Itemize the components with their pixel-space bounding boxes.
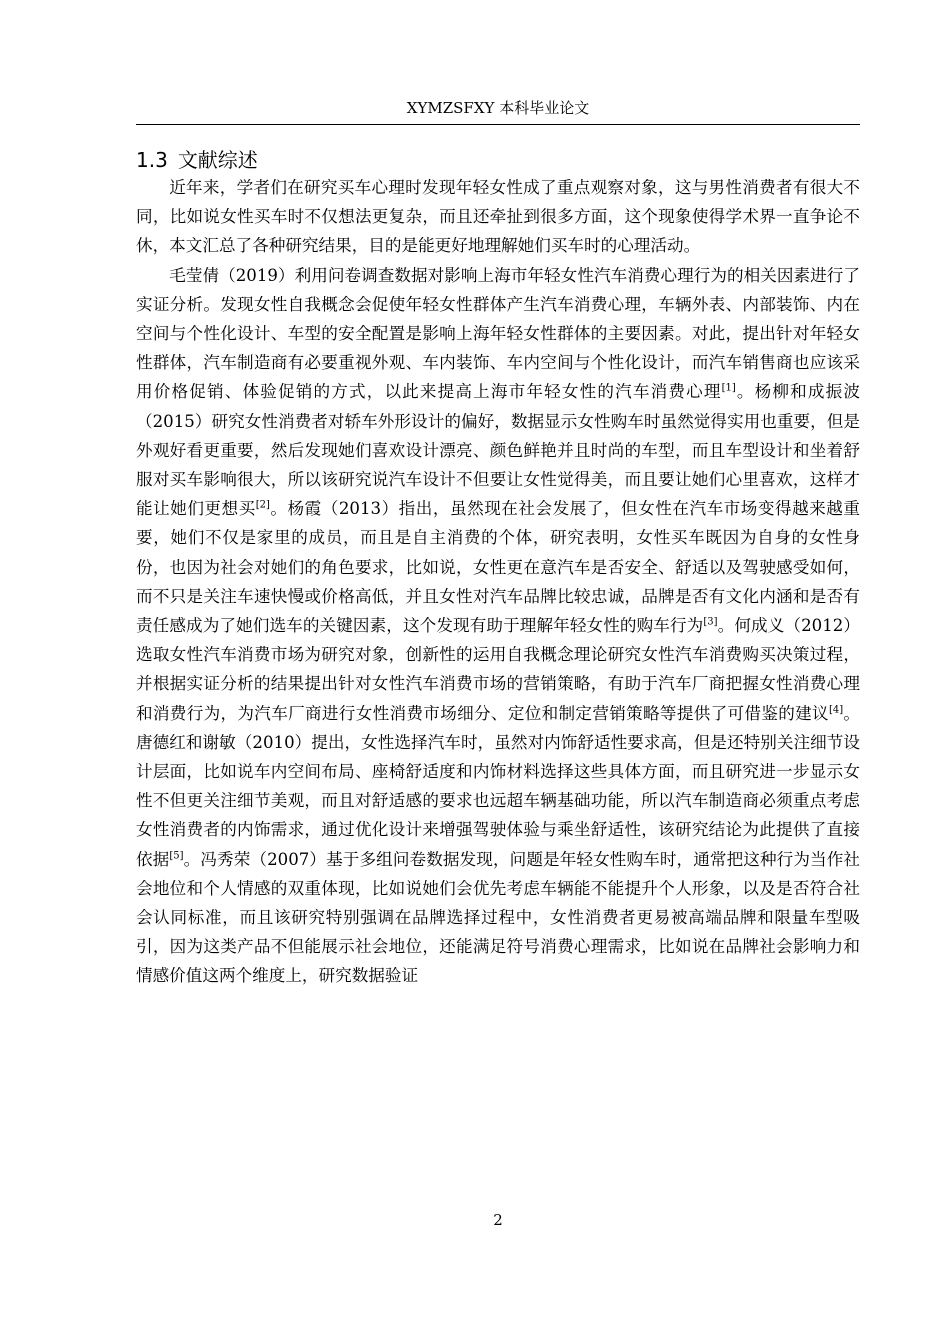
paragraph-text: 。何成义（2012）选取女性汽车消费市场为研究对象，创新性的运用自我概念理论研究女性汽车消费购买决策过程，并根据实证分析的结果提出针对女性汽车消费市场的营销策略，有助于汽车厂商把握女性消费心理和消费行为，为汽车厂商进行女性消费市场细分、定位和制定营销策略等提供了可借鉴的建议	[136, 616, 860, 723]
citation-ref[interactable]: [1]	[721, 382, 736, 394]
section-number: 1.3	[136, 147, 168, 172]
paragraph-text: 。唐德红和谢敏（2010）提出，女性选择汽车时，虽然对内饰舒适性要求高，但是还特别关注细节设计层面，比如说车内空间布局、座椅舒适度和内饰材料选择这些具体方面，而且研究进一步显示女性不但更关注细节美观，而且对舒适感的要求也远超车辆基础功能，所以汽车制造商必须重点考虑女性消费者的内饰需求，通过优化设计来增强驾驶体验与乘坐舒适性，该研究结论为此提供了直接依据	[136, 703, 861, 869]
section-title: 文献综述	[177, 147, 258, 172]
paragraph-text: 近年来，学者们在研究买车心理时发现年轻女性成了重点观察对象，这与男性消费者有很大不同，比如说女性买车时不仅想法更复杂，而且还牵扯到很多方面，这个现象使得学术界一直争论不休，本文汇总了各种研究结果，目的是能更好地理解她们买车时的心理活动。	[136, 178, 860, 256]
running-header: XYMZSFXY 本科毕业论文	[406, 99, 590, 117]
paragraph-text: 毛莹倩（2019）利用问卷调查数据对影响上海市年轻女性汽车消费心理行为的相关因素进行了实证分析。发现女性自我概念会促使年轻女性群体产生汽车消费心理，车辆外表、内部装饰、内在空间与个性化设计、车型的安全配置是影响上海年轻女性群体的主要因素。对此，提出针对年轻女性群体，汽车制造商有必要重视外观、车内装饰、车内空间与个性化设计，而汽车销售商也应该采用价格促销、体验促销的方式，以此来提高上海市年轻女性的汽车消费心理	[136, 265, 860, 402]
page-number: 2	[493, 1211, 503, 1229]
paragraph-text: 。冯秀荣（2007）基于多组问卷数据发现，问题是年轻女性购车时，通常把这种行为当作社会地位和个人情感的双重体现，比如说她们会优先考虑车辆能不能提升个人形象，以及是否符合社会认同标准，而且该研究特别强调在品牌选择过程中，女性消费者更易被高端品牌和限量车型吸引，因为这类产品不但能展示社会地位，还能满足符号消费心理需求，比如说在品牌社会影响力和情感价值这两个维度上，研究数据验证	[136, 849, 860, 986]
citation-ref[interactable]: [4]	[828, 704, 844, 716]
header-rule	[136, 124, 860, 125]
paragraph-text: 。杨柳和成振波（2015）研究女性消费者对轿车外形设计的偏好，数据显示女性购车时虽然觉得实用也重要，但是外观好看更重要，然后发现她们喜欢设计漂亮、颜色鲜艳并且时尚的车型，而且车型设计和坐着舒服对买车影响很大，所以该研究说汽车设计不但要让女性觉得美，而且要让她们心里喜欢，这样才能让她们更想买	[136, 382, 861, 519]
body-text	[136, 173, 860, 991]
section-heading	[136, 145, 860, 175]
citation-ref[interactable]: [5]	[169, 850, 184, 862]
citation-ref[interactable]: [3]	[703, 616, 718, 628]
paragraph-literature	[136, 261, 860, 991]
citation-ref[interactable]: [2]	[255, 499, 270, 511]
paragraph-text: 。杨霞（2013）指出，虽然现在社会发展了，但女性在汽车市场变得越来越重要，她们不仅是家里的成员，而且是自主消费的个体，研究表明，女性买车既因为自身的女性身份，也因为社会对她们的角色要求，比如说，女性更在意汽车是否安全、舒适以及驾驶感受如何，而不只是关注车速快慢或价格高低，并且女性对汽车品牌比较忠诚，品牌是否有文化内涵和是否有责任感成为了她们选车的关键因素，这个发现有助于理解年轻女性的购车行为	[136, 499, 860, 636]
paragraph-intro	[136, 173, 860, 261]
